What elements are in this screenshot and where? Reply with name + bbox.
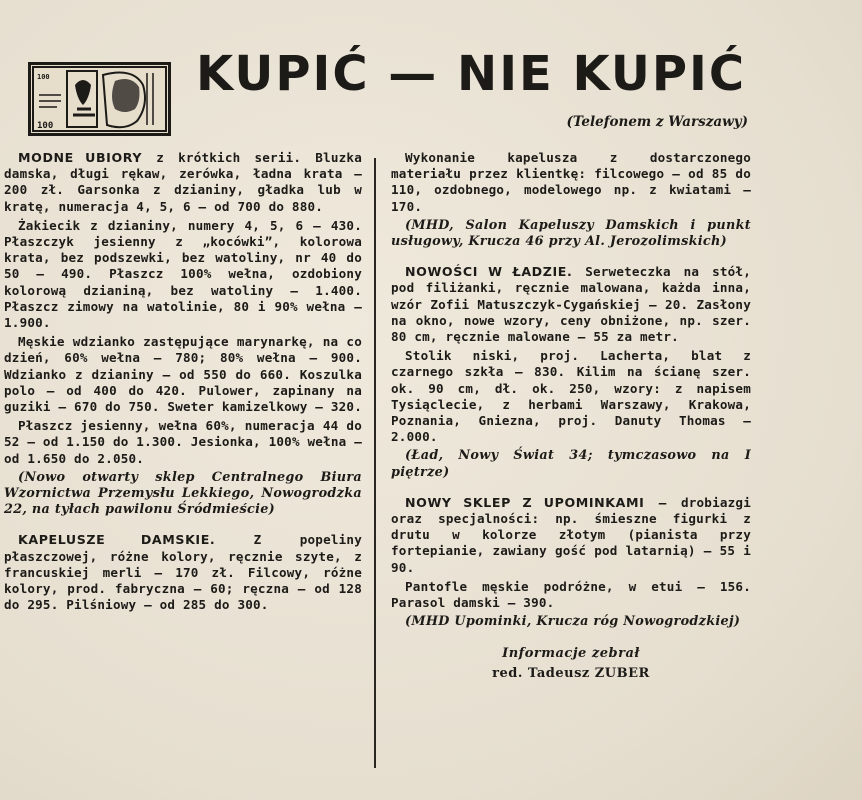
source-note: (MHD, Salon Kapeluszy Damskich i punkt usługowy, Krucza 46 przy Al. Jerozolimskich) bbox=[391, 217, 751, 250]
paragraph-text: Stolik niski, proj. Lacherta, blat z czarnego szkła — 830. Kilim na ścianę szer. ok. 90 cm, dł. ok. 250, wzory: z napisem Tysiąclecie, z herbami Warszawy, Krakowa, Poznania, Gniezna, proj. Danuty Thomas — 2.000. bbox=[391, 348, 751, 445]
logo-mark-top: 100 bbox=[37, 73, 50, 81]
article-paragraph bbox=[391, 150, 751, 215]
article-paragraph bbox=[391, 264, 751, 345]
article-paragraph bbox=[4, 150, 362, 215]
banknote-illustration-icon bbox=[31, 65, 168, 133]
column-logo bbox=[28, 62, 171, 136]
section-lead: MODNE UBIORY bbox=[18, 150, 143, 165]
article-paragraph bbox=[4, 532, 362, 613]
source-note: (Ład, Nowy Świat 34; tymczasowo na I piętrze) bbox=[391, 448, 751, 480]
article-paragraph bbox=[391, 579, 751, 611]
credit-line-2: red. Tadeusz ZUBER bbox=[492, 666, 650, 682]
paragraph-text: Z popeliny płaszczowej, różne kolory, ręcznie szyte, z francuskiej merli — 170 zł. Filcowy, różne kolory, prod. fabryczna — 60; ręczna — od 128 do 295. Pilśniowy — od 285 do 300. bbox=[4, 532, 362, 613]
right-column bbox=[391, 150, 751, 684]
credit-line-1: Informacje zebrał bbox=[502, 646, 640, 662]
column-divider bbox=[374, 158, 376, 768]
source-note: (Nowo otwarty sklep Centralnego Biura Wzornictwa Przemysłu Lekkiego, Nowogrodzka 22, na tyłach pawilonu Śródmieście) bbox=[4, 469, 362, 518]
logo-mark-bottom: 100 bbox=[37, 121, 54, 131]
section-lead: KAPELUSZE DAMSKIE. bbox=[18, 532, 216, 548]
paragraph-text: z krótkich serii. Bluzka damska, długi rękaw, zerówka, ładna krata — 200 zł. Garsonka z dzianiny, gładka lub w kratę, numeracja 4, 5, 6 — od 700 do 880. bbox=[4, 150, 362, 214]
paragraph-text: Męskie wdzianko zastępujące marynarkę, na co dzień, 60% wełna — 780; 80% wełna — 900. Wdzianko z dzianiny — od 550 do 660. Koszulka polo — od 400 do 420. Pulower, zapinany na guziki — 670 do 750. Sweter kamizelkowy — 320. bbox=[4, 334, 362, 415]
headline: KUPIĆ — NIE KUPIĆ bbox=[196, 46, 747, 102]
byline: (Telefonem z Warszawy) bbox=[566, 114, 748, 130]
article-paragraph bbox=[4, 334, 362, 415]
paragraph-text: Płaszcz jesienny, wełna 60%, numeracja 44 do 52 — od 1.150 do 1.300. Jesionka, 100% wełna — od 1.650 do 2.050. bbox=[4, 418, 362, 466]
section-lead: NOWY SKLEP Z UPOMINKAMI bbox=[405, 494, 645, 510]
paragraph-text: Serweteczka na stół, pod filiżanki, ręcznie malowana, każda inna, wzór Zofii Matuszczyk-Cygańskiej — 20. Zasłony na okno, nowe wzory, ceny obniżone, np. szer. 80 cm, ręcznie malowane — 55 za metr. bbox=[391, 264, 751, 345]
author-credit bbox=[391, 644, 751, 684]
article-paragraph bbox=[391, 495, 751, 576]
article-paragraph bbox=[4, 418, 362, 467]
article-paragraph bbox=[391, 348, 751, 445]
source-note: (MHD Upominki, Krucza róg Nowogrodzkiej) bbox=[405, 614, 741, 630]
paragraph-text: Pantofle męskie podróżne, w etui — 156. Parasol damski — 390. bbox=[391, 578, 751, 611]
paragraph-text: — drobiazgi oraz specjalności: np. śmieszne figurki z drutu w kolorze złotym (pianista przy fortepianie, zawiany gość pod latarnią) — 55 i 90. bbox=[391, 494, 751, 575]
article-paragraph bbox=[4, 218, 362, 331]
paragraph-text: Żakiecik z dzianiny, numery 4, 5, 6 — 430. Płaszczyk jesienny z „kocówki”, kolorowa krata, bez podszewki, bez watoliny, nr 40 do 50 — 490. Płaszcz 100% wełna, ozdobiony kolorową dzianiną, bez watoliny — 1.400. Płaszcz zimowy na watolinie, 80 i 90% wełna — 1.900. bbox=[4, 217, 362, 331]
section-lead: NOWOŚCI W ŁADZIE. bbox=[405, 264, 573, 280]
left-column bbox=[4, 150, 362, 616]
paragraph-text: Wykonanie kapelusza z dostarczonego materiału przez klientkę: filcowego — od 85 do 110, ozdobnego, modelowego np. z kwiatami — 170. bbox=[391, 150, 751, 214]
